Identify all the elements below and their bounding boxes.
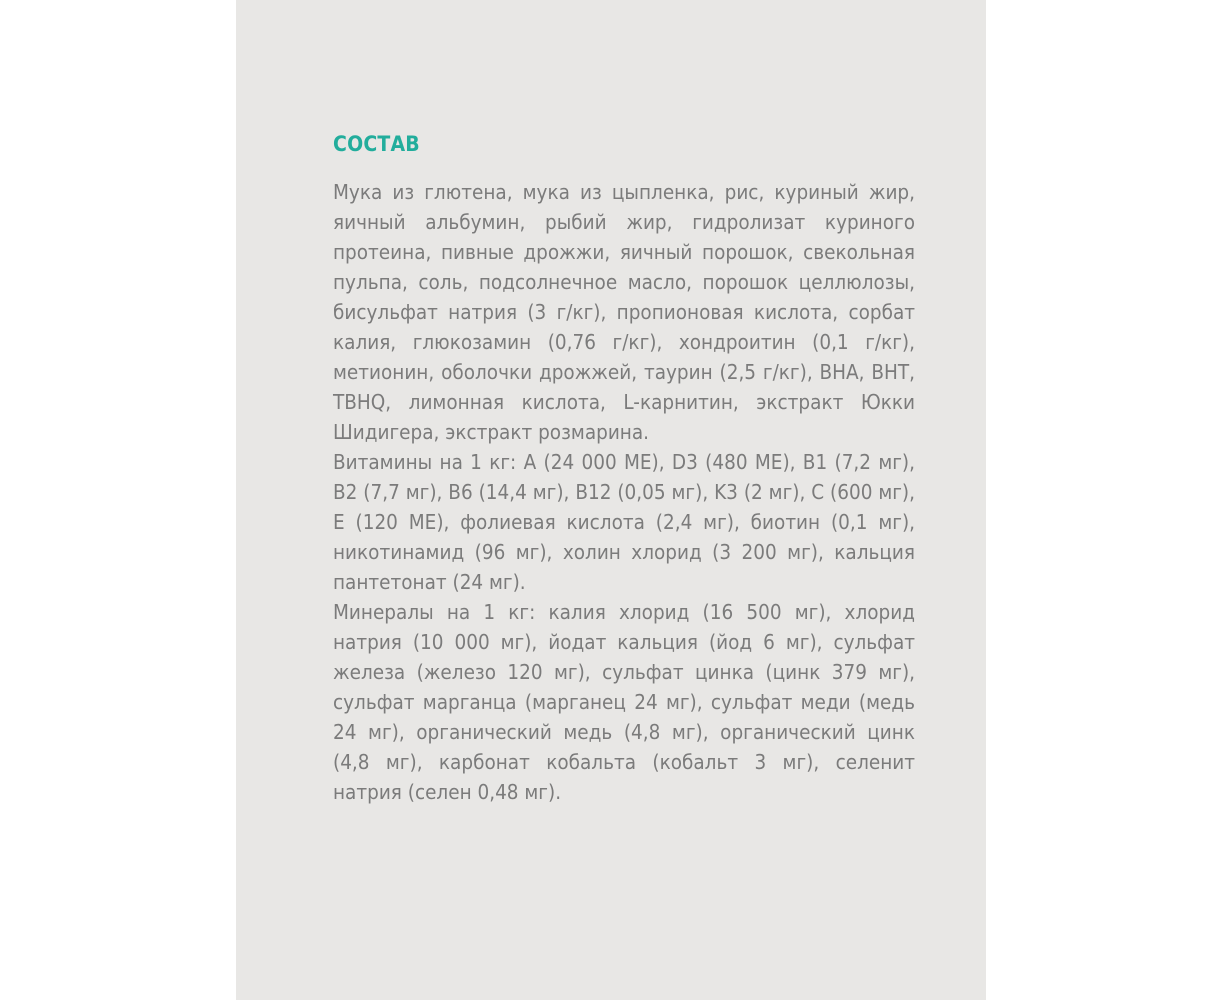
vitamins-paragraph: Витамины на 1 кг: A (24 000 МЕ), D3 (480 МЕ), B1 (7,2 мг), B2 (7,7 мг), B6 (14,4 мг), B12 (0,05 мг), K3 (2 мг), C (600 мг), E (120 МЕ), фолиевая кислота (2,4 мг), биотин (0,1 мг), никотинамид (96 мг), холин хлорид (3 200 мг), кальция пантетонат (24 мг). [333, 450, 915, 594]
composition-heading: СОСТАВ [333, 132, 420, 156]
minerals-paragraph: Минералы на 1 кг: калия хлорид (16 500 мг), хлорид натрия (10 000 мг), йодат кальция (йод 6 мг), сульфат железа (железо 120 мг), сульфат цинка (цинк 379 мг), сульфат марганца (марганец 24 мг), сульфат меди (медь 24 мг), органический медь (4,8 мг), органический цинк (4,8 мг), карбонат кобальта (кобальт 3 мг), селенит натрия (селен 0,48 мг). [333, 600, 915, 804]
ingredients-paragraph: Мука из глютена, мука из цыпленка, рис, куриный жир, яичный альбумин, рыбий жир, гидролизат куриного протеина, пивные дрожжи, яичный порошок, свекольная пульпа, соль, подсолнечное масло, порошок целлюлозы, бисульфат натрия (3 г/кг), пропионовая кислота, сорбат калия, глюкозамин (0,76 г/кг), хондроитин (0,1 г/кг), метионин, оболочки дрожжей, таурин (2,5 г/кг), BHA, BHT, TBHQ, лимонная кислота, L-карнитин, экстракт Юкки Шидигера, экстракт розмарина. [333, 180, 915, 444]
composition-panel [236, 0, 986, 1000]
composition-content [333, 128, 915, 807]
